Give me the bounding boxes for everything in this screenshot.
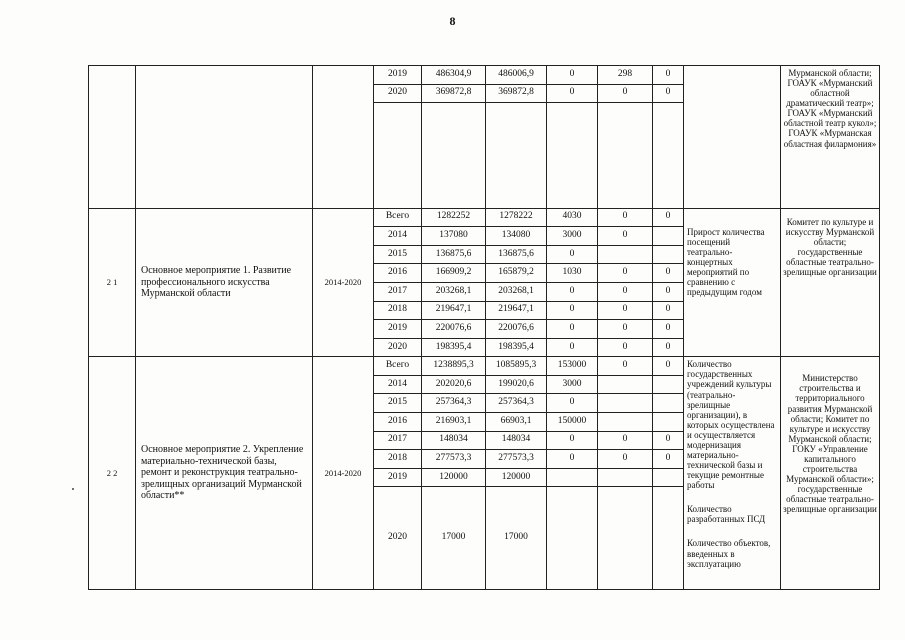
responsible-cell: Мурманской области; ГОАУК «Мурманский областной драматический театр»; ГОАУК «Мурманский областной театр кукол»; ГОАУК «Мурманская областная филармония» (781, 66, 880, 209)
other-sources-cell: 0 (653, 431, 684, 450)
total-cell: 202020,6 (422, 375, 486, 394)
regional-budget-cell: 277573,3 (486, 450, 547, 469)
local-budget-cell: 0 (598, 450, 653, 469)
regional-budget-cell: 66903,1 (486, 413, 547, 432)
federal-budget-cell: 0 (547, 394, 598, 413)
indicator-text: Количество объектов, введенных в эксплуатацию (687, 538, 771, 569)
regional-budget-cell: 1278222 (486, 208, 547, 227)
regional-budget-cell: 1085895,3 (486, 357, 547, 376)
total-cell: 136875,6 (422, 245, 486, 264)
total-cell: 220076,6 (422, 320, 486, 339)
federal-budget-cell: 3000 (547, 375, 598, 394)
year-cell: 2017 (374, 431, 422, 450)
total-cell: 198395,4 (422, 338, 486, 357)
year-cell: 2015 (374, 394, 422, 413)
other-sources-cell: 0 (653, 338, 684, 357)
year-cell: 2016 (374, 413, 422, 432)
local-budget-cell: 0 (598, 282, 653, 301)
responsible-cell: Министерство строительства и территориального развития Мурманской области; Комитет по культуре и искусству Мурманской области; ГОКУ «Управление капитального строительства Мурманской области»; государственные областные театрально-зрелищные организации (781, 357, 880, 590)
local-budget-cell (598, 413, 653, 432)
local-budget-cell: 0 (598, 431, 653, 450)
section-period: 2014-2020 (313, 357, 374, 590)
total-cell: 277573,3 (422, 450, 486, 469)
regional-budget-cell: 134080 (486, 227, 547, 246)
local-budget-cell: 0 (598, 320, 653, 339)
local-budget-cell (598, 487, 653, 590)
local-budget-cell (598, 468, 653, 487)
indicator-text: Количество государственных учреждений культуры (театрально-зрелищные организации), в которых осуществлена и осуществляется модернизация материально-технической базы и текущие ремонтные работы (687, 359, 775, 491)
year-cell: 2020 (374, 338, 422, 357)
other-sources-cell (653, 468, 684, 487)
total-cell: 1282252 (422, 208, 486, 227)
regional-budget-cell: 136875,6 (486, 245, 547, 264)
scan-mark (72, 488, 74, 490)
federal-budget-cell: 4030 (547, 208, 598, 227)
other-sources-cell: 0 (653, 208, 684, 227)
federal-budget-cell: 0 (547, 84, 598, 103)
total-cell: 257364,3 (422, 394, 486, 413)
local-budget-cell (598, 375, 653, 394)
program-table (88, 65, 880, 590)
regional-budget-cell (486, 103, 547, 209)
federal-budget-cell: 1030 (547, 264, 598, 283)
other-sources-cell (653, 394, 684, 413)
section-period: 2014-2020 (313, 208, 374, 357)
regional-budget-cell: 120000 (486, 468, 547, 487)
year-cell: 2020 (374, 84, 422, 103)
other-sources-cell (653, 227, 684, 246)
regional-budget-cell: 165879,2 (486, 264, 547, 283)
year-cell: 2015 (374, 245, 422, 264)
total-cell: 486304,9 (422, 66, 486, 85)
federal-budget-cell (547, 103, 598, 209)
period-cell (313, 66, 374, 209)
federal-budget-cell: 0 (547, 320, 598, 339)
indicator-cell (684, 208, 781, 357)
federal-budget-cell: 0 (547, 450, 598, 469)
regional-budget-cell: 257364,3 (486, 394, 547, 413)
other-sources-cell (653, 375, 684, 394)
federal-budget-cell: 153000 (547, 357, 598, 376)
year-cell: Всего (374, 357, 422, 376)
regional-budget-cell: 220076,6 (486, 320, 547, 339)
year-cell: 2016 (374, 264, 422, 283)
total-cell: 120000 (422, 468, 486, 487)
other-sources-cell: 0 (653, 320, 684, 339)
federal-budget-cell: 150000 (547, 413, 598, 432)
federal-budget-cell: 0 (547, 282, 598, 301)
federal-budget-cell: 3000 (547, 227, 598, 246)
local-budget-cell: 0 (598, 208, 653, 227)
federal-budget-cell: 0 (547, 431, 598, 450)
total-cell: 137080 (422, 227, 486, 246)
regional-budget-cell: 148034 (486, 431, 547, 450)
local-budget-cell: 0 (598, 264, 653, 283)
table-row (89, 66, 880, 85)
total-cell: 369872,8 (422, 84, 486, 103)
year-cell: 2018 (374, 450, 422, 469)
year-cell: Всего (374, 208, 422, 227)
total-cell: 216903,1 (422, 413, 486, 432)
local-budget-cell: 0 (598, 84, 653, 103)
year-cell: 2020 (374, 487, 422, 590)
local-budget-cell: 298 (598, 66, 653, 85)
year-cell: 2014 (374, 375, 422, 394)
other-sources-cell (653, 245, 684, 264)
regional-budget-cell: 198395,4 (486, 338, 547, 357)
regional-budget-cell: 199020,6 (486, 375, 547, 394)
federal-budget-cell: 0 (547, 338, 598, 357)
code-cell (89, 66, 136, 209)
indicator-cell (684, 357, 781, 590)
other-sources-cell (653, 487, 684, 590)
name-cell (136, 66, 313, 209)
regional-budget-cell: 203268,1 (486, 282, 547, 301)
page-number: 8 (449, 14, 456, 28)
indicator-text: Прирост количества посещений театрально-концертных мероприятий по сравнению с предыдущим годом (687, 226, 765, 298)
total-cell: 219647,1 (422, 301, 486, 320)
section-name: Основное мероприятие 2. Укрепление материально-технической базы, ремонт и реконструкция театрально-зрелищных организаций Мурманской области** (136, 357, 313, 590)
table-row (89, 208, 880, 227)
local-budget-cell: 0 (598, 227, 653, 246)
other-sources-cell: 0 (653, 357, 684, 376)
other-sources-cell: 0 (653, 450, 684, 469)
regional-budget-cell: 369872,8 (486, 84, 547, 103)
regional-budget-cell: 219647,1 (486, 301, 547, 320)
other-sources-cell (653, 103, 684, 209)
local-budget-cell (598, 103, 653, 209)
year-cell: 2019 (374, 320, 422, 339)
other-sources-cell: 0 (653, 301, 684, 320)
other-sources-cell (653, 413, 684, 432)
total-cell: 148034 (422, 431, 486, 450)
indicator-text: Количество разработанных ПСД (687, 504, 766, 525)
total-cell: 203268,1 (422, 282, 486, 301)
section-code: 2 2 (89, 357, 136, 590)
local-budget-cell (598, 245, 653, 264)
other-sources-cell: 0 (653, 84, 684, 103)
responsible-cell: Комитет по культуре и искусству Мурманской области; государственные областные театрально-зрелищные организации (781, 208, 880, 357)
other-sources-cell: 0 (653, 66, 684, 85)
year-cell: 2019 (374, 66, 422, 85)
local-budget-cell: 0 (598, 301, 653, 320)
federal-budget-cell: 0 (547, 245, 598, 264)
year-cell: 2019 (374, 468, 422, 487)
local-budget-cell: 0 (598, 357, 653, 376)
other-sources-cell: 0 (653, 282, 684, 301)
federal-budget-cell (547, 468, 598, 487)
local-budget-cell: 0 (598, 338, 653, 357)
year-cell: 2018 (374, 301, 422, 320)
local-budget-cell (598, 394, 653, 413)
total-cell: 166909,2 (422, 264, 486, 283)
year-cell: 2014 (374, 227, 422, 246)
other-sources-cell: 0 (653, 264, 684, 283)
total-cell (422, 103, 486, 209)
indicator-cell (684, 66, 781, 209)
regional-budget-cell: 17000 (486, 487, 547, 590)
federal-budget-cell (547, 487, 598, 590)
total-cell: 1238895,3 (422, 357, 486, 376)
year-cell (374, 103, 422, 209)
year-cell: 2017 (374, 282, 422, 301)
federal-budget-cell: 0 (547, 66, 598, 85)
section-name: Основное мероприятие 1. Развитие профессионального искусства Мурманской области (136, 208, 313, 357)
table-row (89, 357, 880, 376)
federal-budget-cell: 0 (547, 301, 598, 320)
regional-budget-cell: 486006,9 (486, 66, 547, 85)
total-cell: 17000 (422, 487, 486, 590)
section-code: 2 1 (89, 208, 136, 357)
